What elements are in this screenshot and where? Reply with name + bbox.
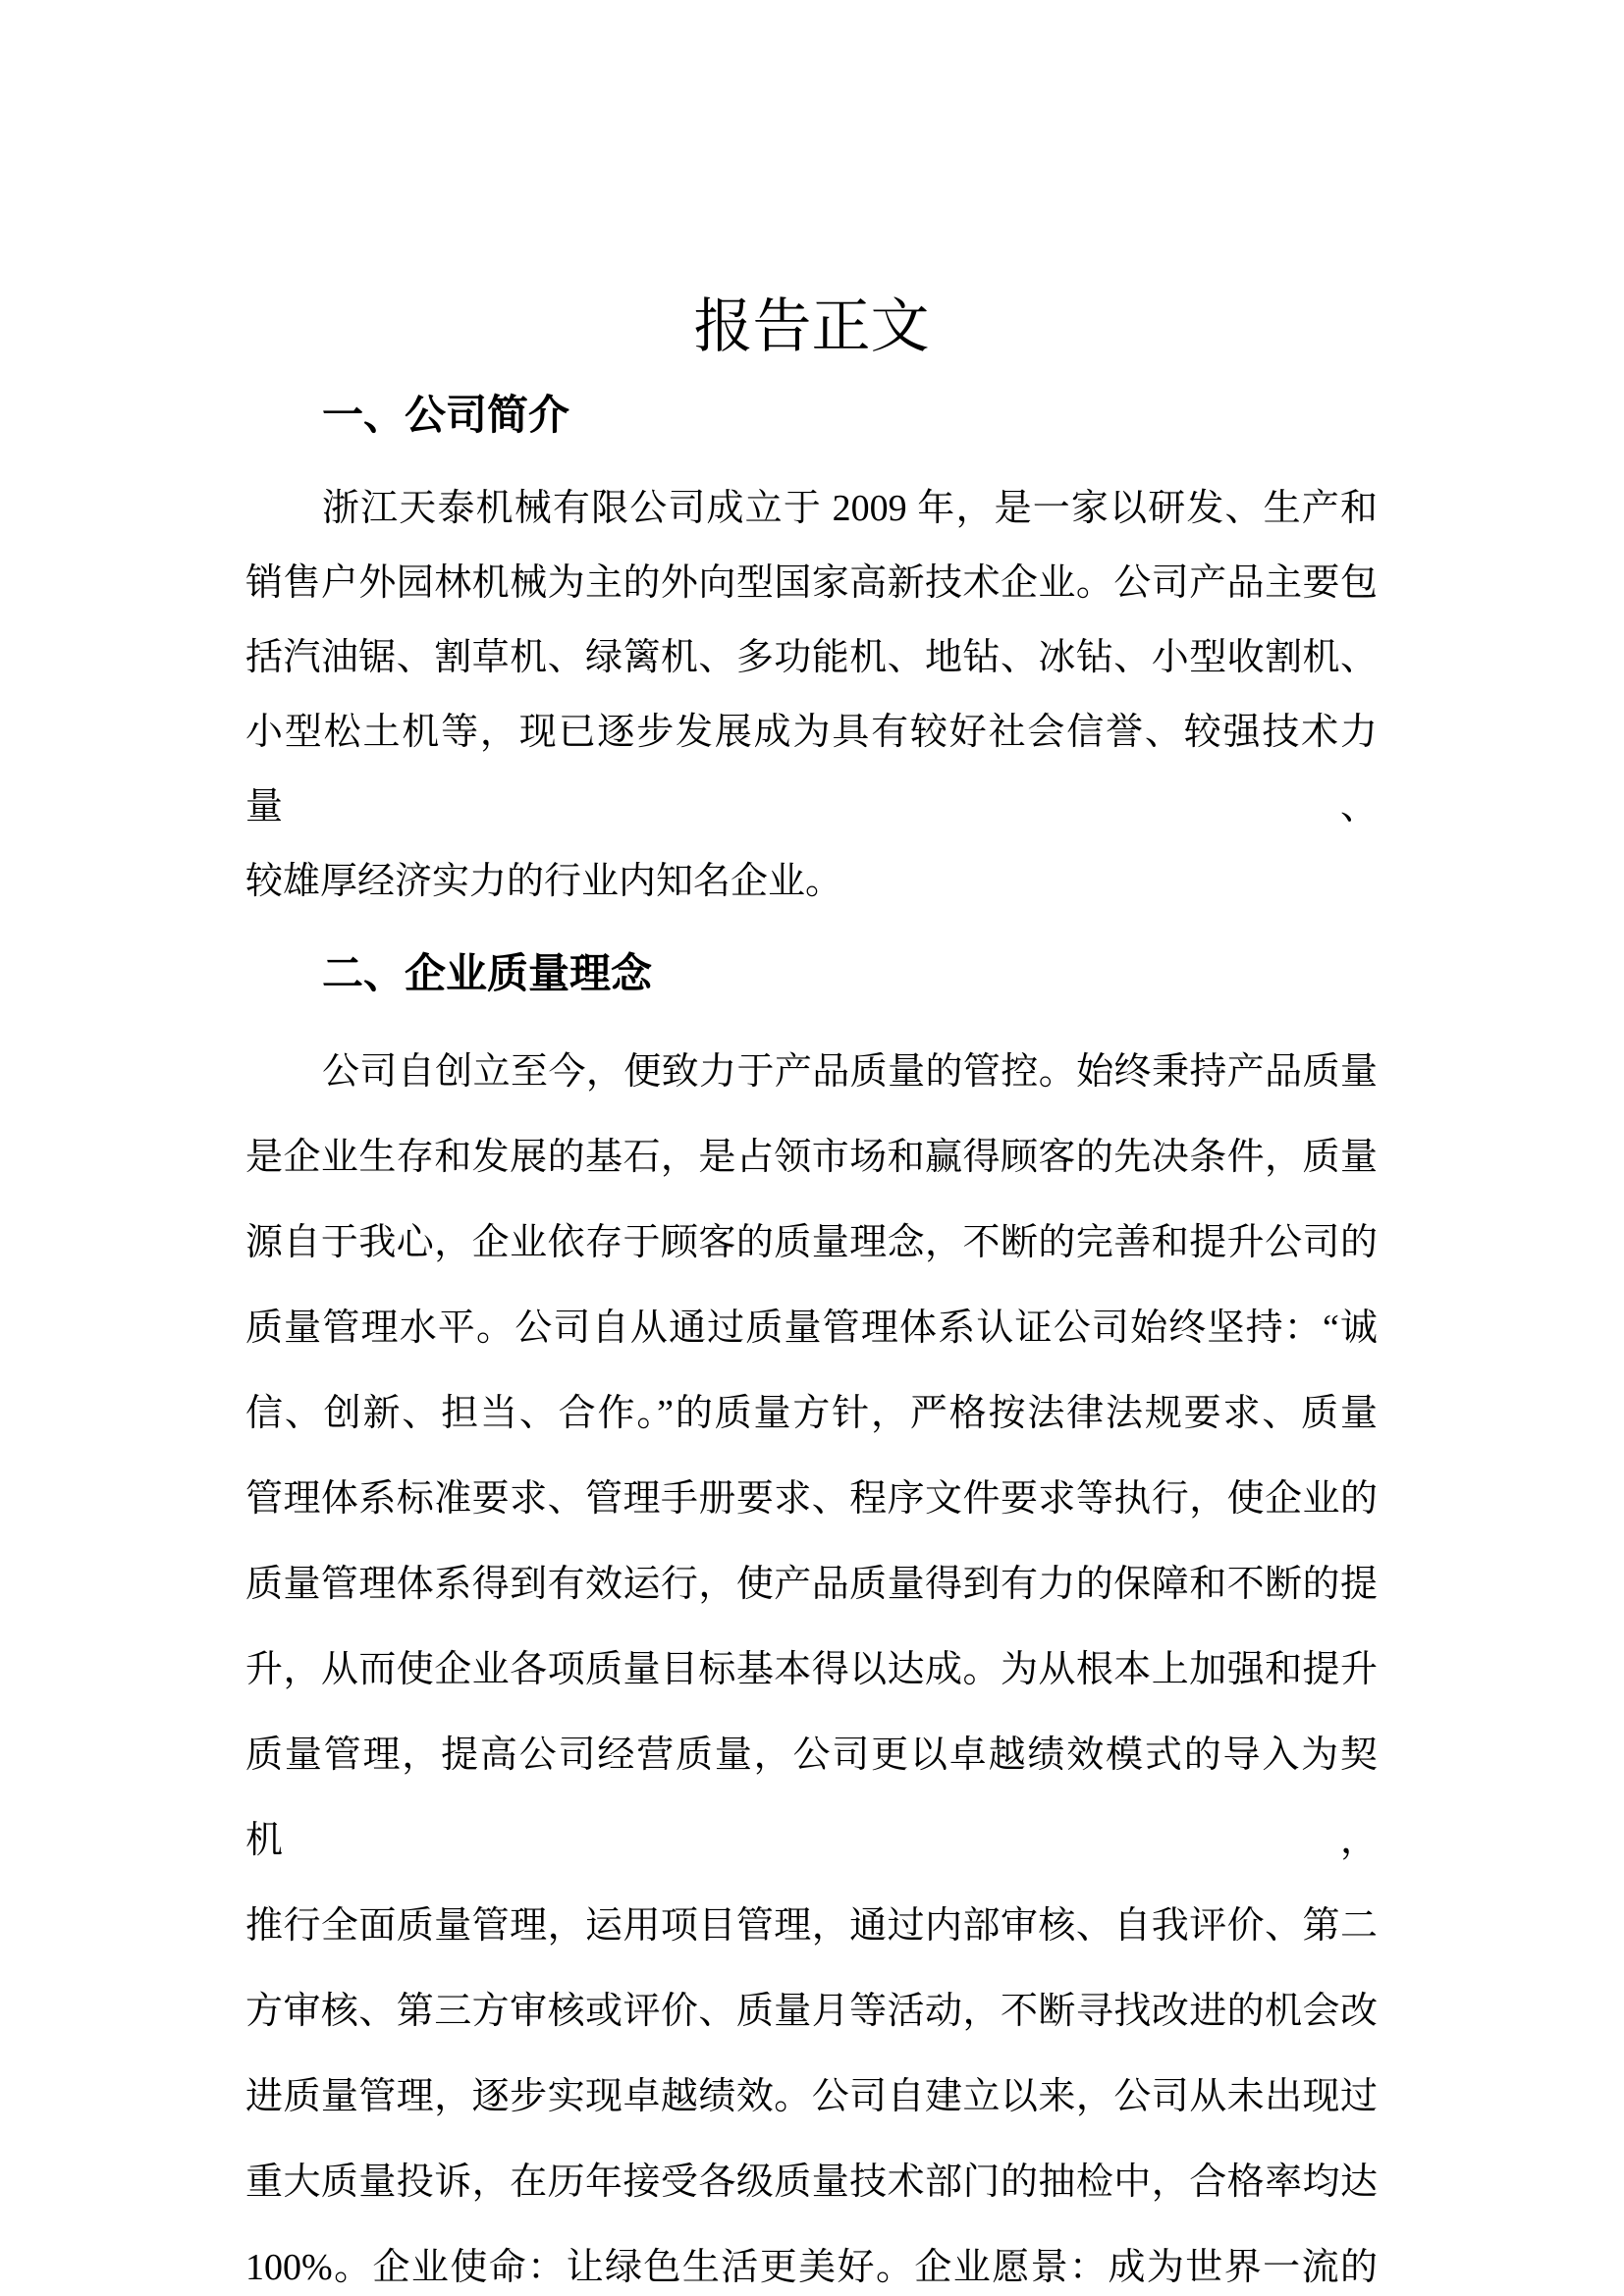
paragraph-line: 浙江天泰机械有限公司成立于 2009 年，是一家以研发、生产和 [322,487,1378,529]
paragraph-line: 管理体系标准要求、管理手册要求、程序文件要求等执行，使企业的 [245,1477,1378,1520]
paragraph-line: 升，从而使企业各项质量目标基本得以达成。为从根本上加强和提升 [245,1648,1378,1690]
paragraph-quality-philosophy [245,1030,1378,2296]
paragraph-line: 质量管理，提高公司经营质量，公司更以卓越绩效模式的导入为契机， [245,1734,1378,1861]
paragraph-line: 100%。企业使命：让绿色生活更美好。企业愿景：成为世界一流的 [245,2246,1378,2288]
section-heading-quality-philosophy: 二、企业质量理念 [322,951,653,997]
paragraph-line: 是企业生存和发展的基石，是占领市场和赢得顾客的先决条件，质量 [245,1136,1378,1178]
section-heading-company-intro: 一、公司简介 [322,394,570,439]
paragraph-line: 公司自创立至今，便致力于产品质量的管控。始终秉持产品质量 [322,1050,1378,1093]
paragraph-line: 较雄厚经济实力的行业内知名企业。 [245,860,843,902]
paragraph-line: 信、创新、担当、合作。”的质量方针，严格按法律法规要求、质量 [245,1392,1378,1434]
page-content [245,0,1378,2296]
paragraph-line: 质量管理水平。公司自从通过质量管理体系认证公司始终坚持：“诚 [245,1307,1378,1349]
paragraph-line: 重大质量投诉，在历年接受各级质量技术部门的抽检中，合格率均达 [245,2161,1378,2203]
document-title: 报告正文 [693,294,930,359]
paragraph-line: 推行全面质量管理，运用项目管理，通过内部审核、自我评价、第二 [245,1904,1378,1947]
paragraph-line: 销售户外园林机械为主的外向型国家高新技术企业。公司产品主要包 [245,561,1378,604]
paragraph-company-intro [245,471,1378,919]
paragraph-line: 小型松土机等，现已逐步发展成为具有较好社会信誉、较强技术力量、 [245,711,1378,828]
paragraph-line: 括汽油锯、割草机、绿篱机、多功能机、地钻、冰钻、小型收割机、 [245,636,1378,678]
paragraph-line: 方审核、第三方审核或评价、质量月等活动，不断寻找改进的机会改 [245,1990,1378,2032]
paragraph-line: 源自于我心，企业依存于顾客的质量理念，不断的完善和提升公司的 [245,1221,1378,1263]
paragraph-line: 进质量管理，逐步实现卓越绩效。公司自建立以来，公司从未出现过 [245,2075,1378,2117]
paragraph-line: 质量管理体系得到有效运行，使产品质量得到有力的保障和不断的提 [245,1563,1378,1605]
